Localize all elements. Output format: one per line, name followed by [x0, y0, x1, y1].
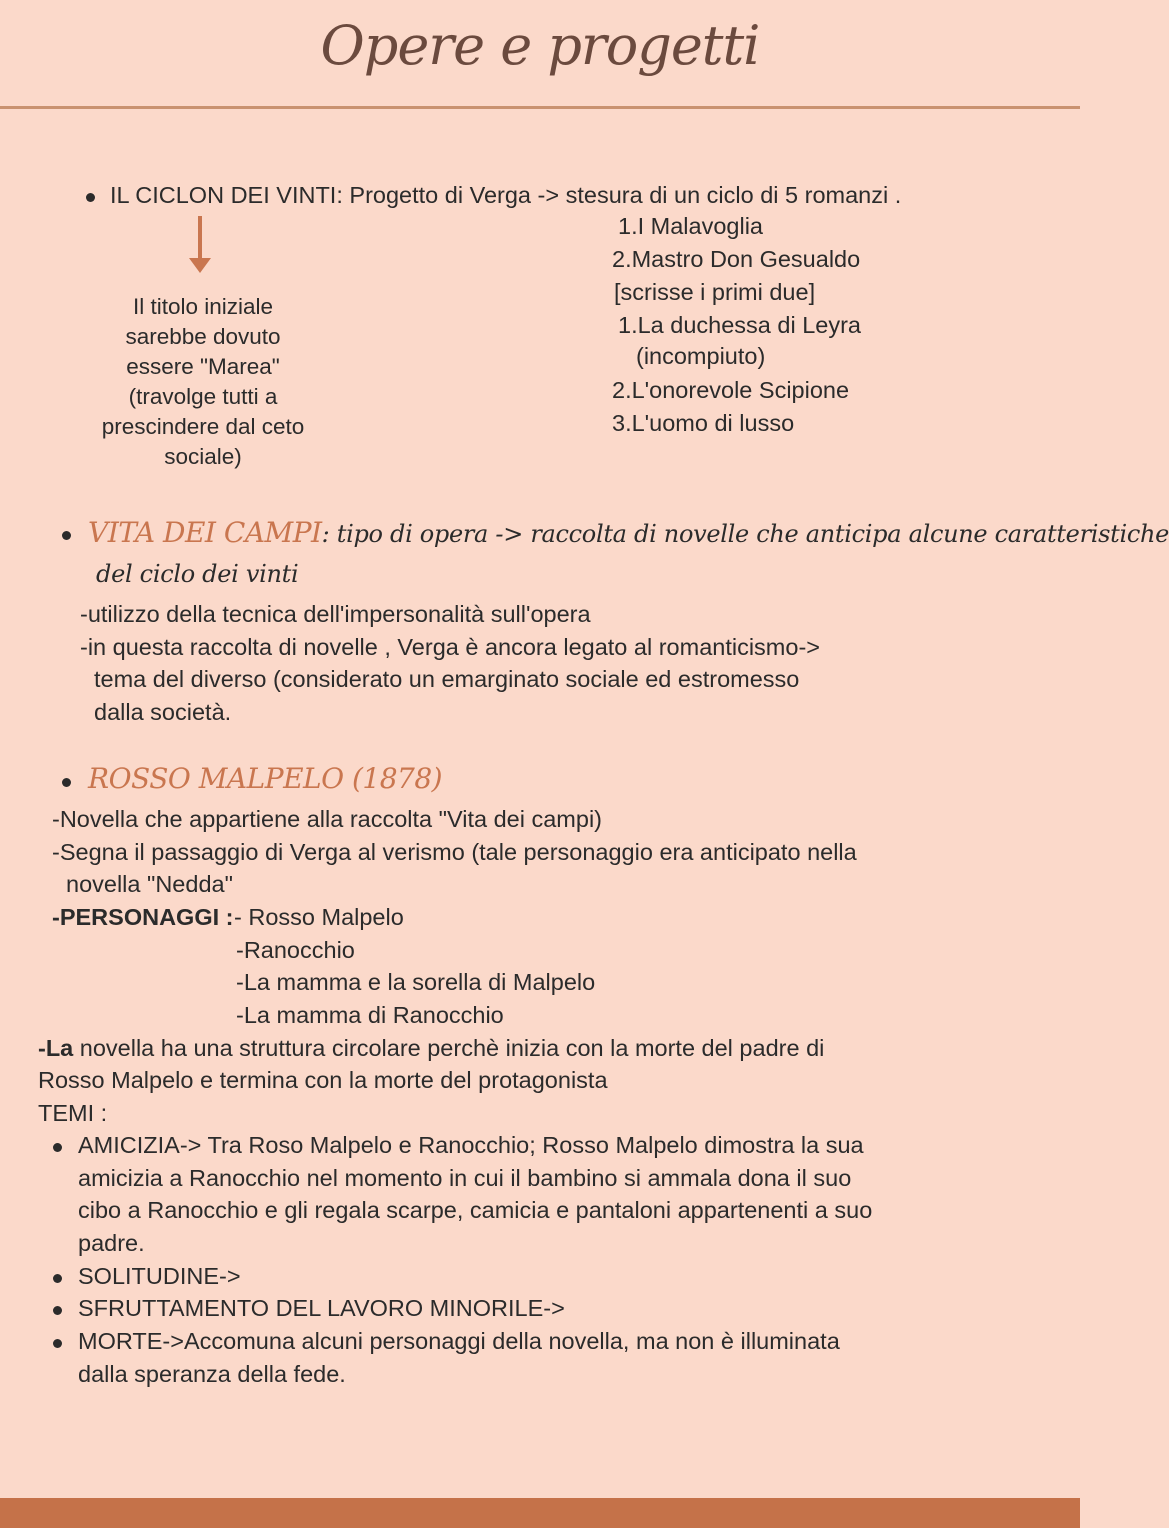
- vita-body-line: -in questa raccolta di novelle , Verga è ancora legato al romanticismo->: [80, 634, 820, 660]
- vita-body-line: tema del diverso (considerato un emarginato sociale ed estromesso: [94, 666, 800, 692]
- down-arrow-head-icon: [189, 258, 211, 273]
- vita-heading: [88, 516, 1169, 549]
- novel-item: 2.Mastro Don Gesualdo: [612, 246, 861, 272]
- ciclo-note: Il titolo iniziale sarebbe dovuto essere "Marea" (travolge tutti a prescindere dal ceto sociale): [101, 294, 305, 469]
- tema-line: MORTE->Accomuna alcuni personaggi della novella, ma non è illuminata: [78, 1328, 840, 1354]
- bullet: [86, 193, 95, 202]
- title-divider: [0, 106, 1080, 109]
- vita-body-line: -utilizzo della tecnica dell'impersonalità sull'opera: [80, 601, 591, 627]
- temi-label: TEMI :: [38, 1100, 108, 1126]
- tema-line: dalla speranza della fede.: [78, 1361, 346, 1387]
- tema-line: SOLITUDINE->: [78, 1263, 241, 1289]
- novel-item: 3.L'uomo di lusso: [612, 410, 795, 436]
- tema-line: amicizia a Ranocchio nel momento in cui il bambino si ammala dona il suo: [78, 1165, 852, 1191]
- novel-item-note: [scrisse i primi due]: [614, 279, 816, 305]
- personaggi-label: -PERSONAGGI :: [52, 904, 234, 930]
- down-arrow-icon: [198, 216, 202, 262]
- bullet: [62, 531, 71, 540]
- personaggio: -Ranocchio: [236, 937, 355, 963]
- footer-bar: [0, 1498, 1080, 1528]
- tema-line: SFRUTTAMENTO DEL LAVORO MINORILE->: [78, 1295, 565, 1321]
- novel-item: 1.La duchessa di Leyra: [618, 312, 861, 338]
- struttura-text: novella ha una struttura circolare perchè inizia con la morte del padre di: [73, 1035, 825, 1061]
- rosso-body-line: -Segna il passaggio di Verga al verismo (tale personaggio era anticipato nella: [52, 839, 857, 865]
- page-title: Opere e progetti: [320, 14, 760, 77]
- vita-description: : tipo di opera -> raccolta di novelle che anticipa alcune caratteristiche: [321, 520, 1169, 548]
- tema-line: padre.: [78, 1230, 145, 1256]
- vita-title: VITA DEI CAMPI: [88, 516, 322, 549]
- bullet: [62, 778, 71, 787]
- bullet: [53, 1274, 62, 1283]
- bullet: [53, 1306, 62, 1315]
- rosso-title: ROSSO MALPELO (1878): [88, 762, 443, 795]
- novel-item: 2.L'onorevole Scipione: [612, 377, 850, 403]
- personaggio: -La mamma e la sorella di Malpelo: [236, 969, 596, 995]
- tema-line: AMICIZIA-> Tra Roso Malpelo e Ranocchio; Rosso Malpelo dimostra la sua: [78, 1132, 864, 1158]
- vita-body-line: dalla società.: [94, 699, 232, 725]
- rosso-body-line: -Novella che appartiene alla raccolta "Vita dei campi): [52, 806, 603, 832]
- novel-item: 1.I Malavoglia: [618, 213, 763, 239]
- vita-description-cont: del ciclo dei vinti: [96, 560, 299, 588]
- novel-item-note: (incompiuto): [636, 343, 766, 369]
- rosso-body-line: novella "Nedda": [66, 871, 233, 897]
- personaggio: -La mamma di Ranocchio: [236, 1002, 504, 1028]
- struttura-line: [38, 1035, 824, 1062]
- struttura-line: Rosso Malpelo e termina con la morte del protagonista: [38, 1067, 608, 1093]
- struttura-bold: -La: [38, 1035, 74, 1061]
- bullet: [53, 1143, 62, 1152]
- personaggio: - Rosso Malpelo: [234, 904, 404, 930]
- ciclo-heading: IL CICLON DEI VINTI: Progetto di Verga -> stesura di un ciclo di 5 romanzi .: [110, 182, 902, 208]
- bullet: [53, 1339, 62, 1348]
- tema-line: cibo a Ranocchio e gli regala scarpe, camicia e pantaloni appartenenti a suo: [78, 1197, 873, 1223]
